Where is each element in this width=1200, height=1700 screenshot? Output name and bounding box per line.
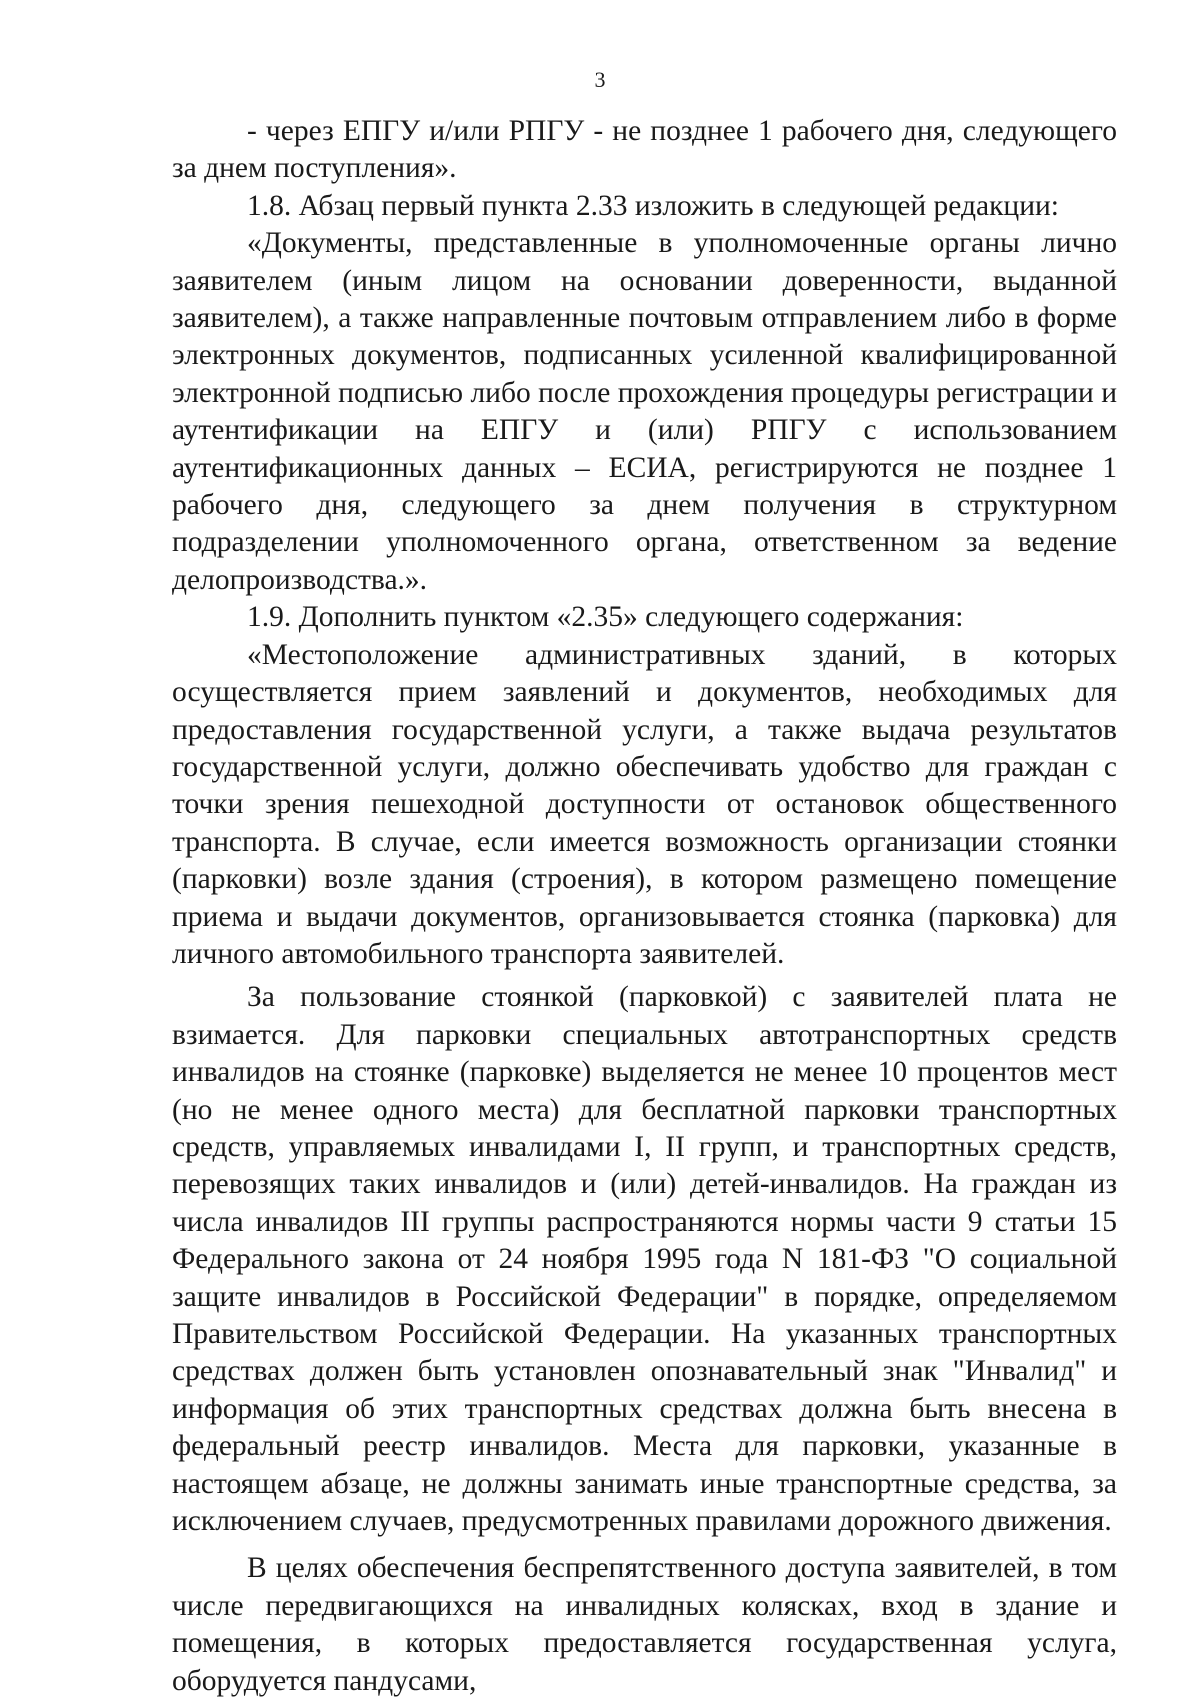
paragraph-item-1-8: 1.8. Абзац первый пункта 2.33 изложить в следующей редакции: bbox=[247, 189, 1059, 222]
paragraph-item-1-9: 1.9. Дополнить пунктом «2.35» следующего содержания: bbox=[247, 601, 964, 634]
paragraph-building-location: «Местоположение административных зданий, в которых осуществляется прием заявлений и документов, необходимых для предоставления государственной услуги, а также выдача результатов государственной услуги, должно обеспечивать удобство для граждан с точки зрения пешеходной доступности от остановок общественного транспорта. В случае, если имеется возможность организации стоянки (парковки) возле здания (строения), в котором размещено помещение приема и выдачи документов, организовывается стоянка (парковка) для личного автомобильного транспорта заявителей. bbox=[172, 638, 1117, 970]
document-body bbox=[172, 113, 1117, 1700]
paragraph-epgu-deadline: - через ЕПГУ и/или РПГУ - не позднее 1 рабочего дня, следующего за днем поступления». bbox=[172, 115, 1117, 185]
paragraph-documents-registration: «Документы, представленные в уполномоченные органы лично заявителем (иным лицом на основании доверенности, выданной заявителем), а также направленные почтовым отправлением либо в форме электронных документов, подписанных усиленной квалифицированной электронной подписью либо после прохождения процедуры регистрации и аутентификации на ЕПГУ и (или) РПГУ с использованием аутентификационных данных – ЕСИА, регистрируются не позднее 1 рабочего дня, следующего за днем получения в структурном подразделении уполномоченного органа, ответственном за ведение делопроизводства.». bbox=[172, 227, 1117, 596]
page-number: 3 bbox=[594, 67, 606, 92]
paragraph-parking: За пользование стоянкой (парковкой) с заявителей плата не взимается. Для парковки специальных автотранспортных средств инвалидов на стоянке (парковке) выделяется не менее 10 процентов мест (но не менее одного места) для бесплатной парковки транспортных средств, управляемых инвалидами I, II групп, и транспортных средств, перевозящих таких инвалидов и (или) детей-инвалидов. На граждан из числа инвалидов III группы распространяются нормы части 9 статьи 15 Федерального закона от 24 ноября 1995 года N 181-ФЗ "О социальной защите инвалидов в Российской Федерации" в порядке, определяемом Правительством Российской Федерации. На указанных транспортных средствах должен быть установлен опознавательный знак "Инвалид" и информация об этих транспортных средствах должна быть внесена в федеральный реестр инвалидов. Места для парковки, указанные в настоящем абзаце, не должны занимать иные транспортные средства, за исключением случаев, предусмотренных правилами дорожного движения. bbox=[172, 981, 1117, 1538]
paragraph-accessibility: В целях обеспечения беспрепятственного доступа заявителей, в том числе передвигающихся на инвалидных колясках, вход в здание и помещения, в которых предоставляется государственная услуга, оборудуется пандусами, bbox=[172, 1552, 1117, 1697]
